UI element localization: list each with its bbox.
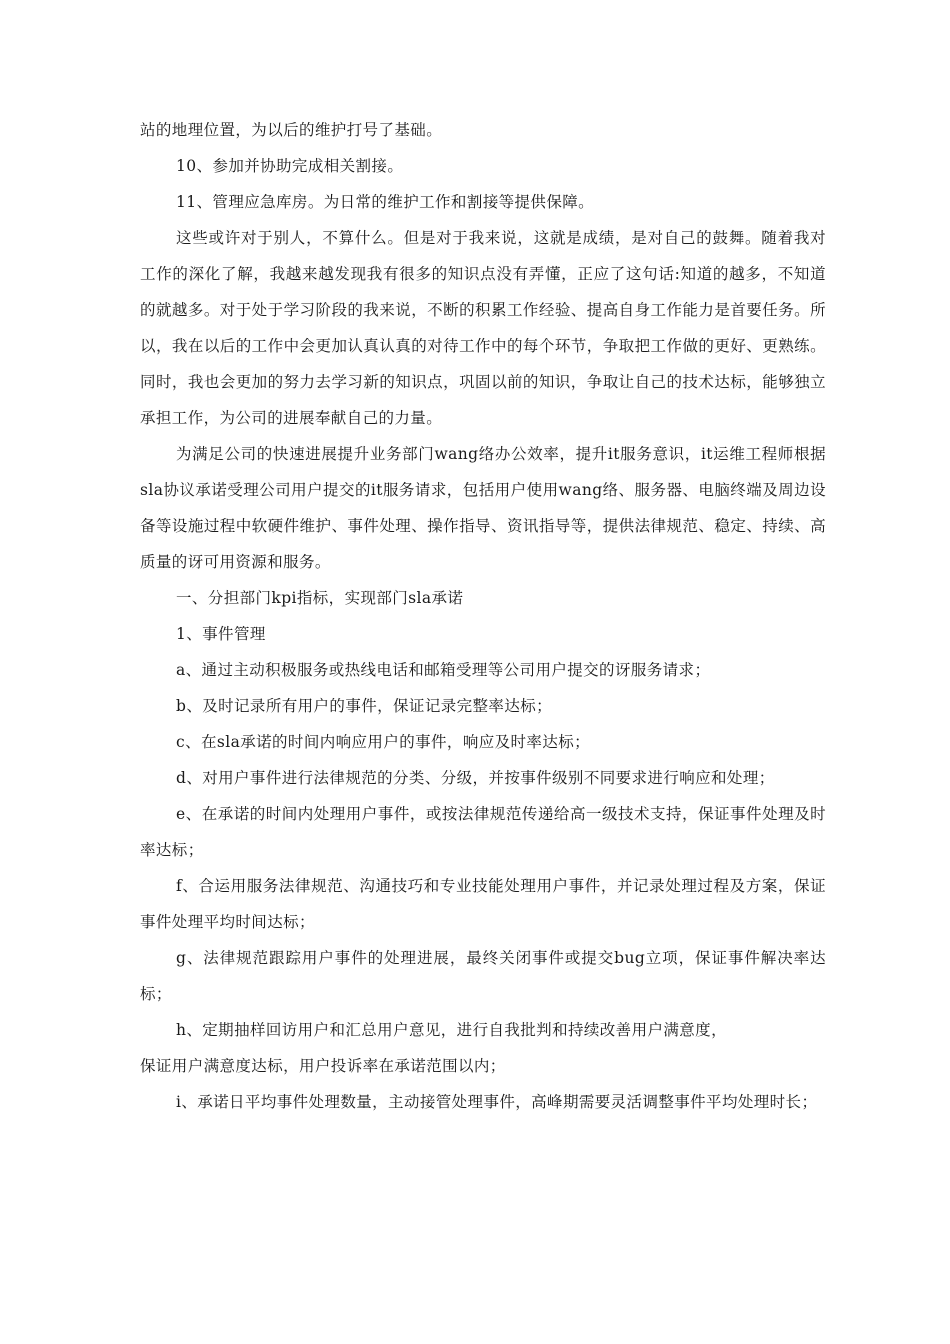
paragraph: 站的地理位置，为以后的维护打号了基础。	[140, 121, 443, 139]
paragraph: 11、管理应急库房。为日常的维护工作和割接等提供保障。	[176, 193, 595, 211]
list-item-continuation: 保证用户满意度达标，用户投诉率在承诺范围以内；	[140, 1057, 506, 1075]
list-item: f、合运用服务法律规范、沟通技巧和专业技能处理用户事件，并记录处理过程及方案，保证事件处理平均时间达标；	[140, 877, 826, 931]
list-item: i、承诺日平均事件处理数量，主动接管处理事件，高峰期需要灵活调整事件平均处理时长；	[176, 1093, 818, 1111]
list-item: d、对用户事件进行法律规范的分类、分级，并按事件级别不同要求进行响应和处理；	[176, 769, 775, 787]
subsection-heading: 1、事件管理	[176, 625, 266, 643]
list-item: b、及时记录所有用户的事件，保证记录完整率达标；	[176, 697, 553, 715]
paragraph: 为满足公司的快速进展提升业务部门wang络办公效率，提升it服务意识，it运维工程师根据sla协议承诺受理公司用户提交的it服务请求，包括用户使用wang络、服务器、电脑终端及周边设备等设施过程中软硬件维护、事件处理、操作指导、资讯指导等，提供法律规范、稳定、持续、高质量的讶可用资源和服务。	[140, 445, 826, 571]
section-heading: 一、分担部门kpi指标，实现部门sla承诺	[176, 589, 464, 607]
list-item: a、通过主动积极服务或热线电话和邮箱受理等公司用户提交的讶服务请求；	[176, 661, 711, 679]
document-body	[140, 112, 826, 1120]
paragraph: 10、参加并协助完成相关割接。	[176, 157, 404, 175]
list-item: e、在承诺的时间内处理用户事件，或按法律规范传递给高一级技术支持，保证事件处理及时率达标；	[140, 805, 826, 859]
list-item: c、在sla承诺的时间内响应用户的事件，响应及时率达标；	[176, 733, 591, 751]
paragraph: 这些或许对于别人，不算什么。但是对于我来说，这就是成绩，是对自己的鼓舞。随着我对工作的深化了解，我越来越发现我有很多的知识点没有弄懂，正应了这句话:知道的越多，不知道的就越多。对于处于学习阶段的我来说，不断的积累工作经验、提高自身工作能力是首要任务。所以，我在以后的工作中会更加认真认真的对待工作中的每个环节，争取把工作做的更好、更熟练。同时，我也会更加的努力去学习新的知识点，巩固以前的知识，争取让自己的技术达标，能够独立承担工作，为公司的进展奉献自己的力量。	[140, 229, 826, 427]
list-item: g、法律规范跟踪用户事件的处理进展，最终关闭事件或提交bug立项，保证事件解决率达标；	[140, 949, 826, 1003]
list-item: h、定期抽样回访用户和汇总用户意见，进行自我批判和持续改善用户满意度，	[176, 1021, 727, 1039]
